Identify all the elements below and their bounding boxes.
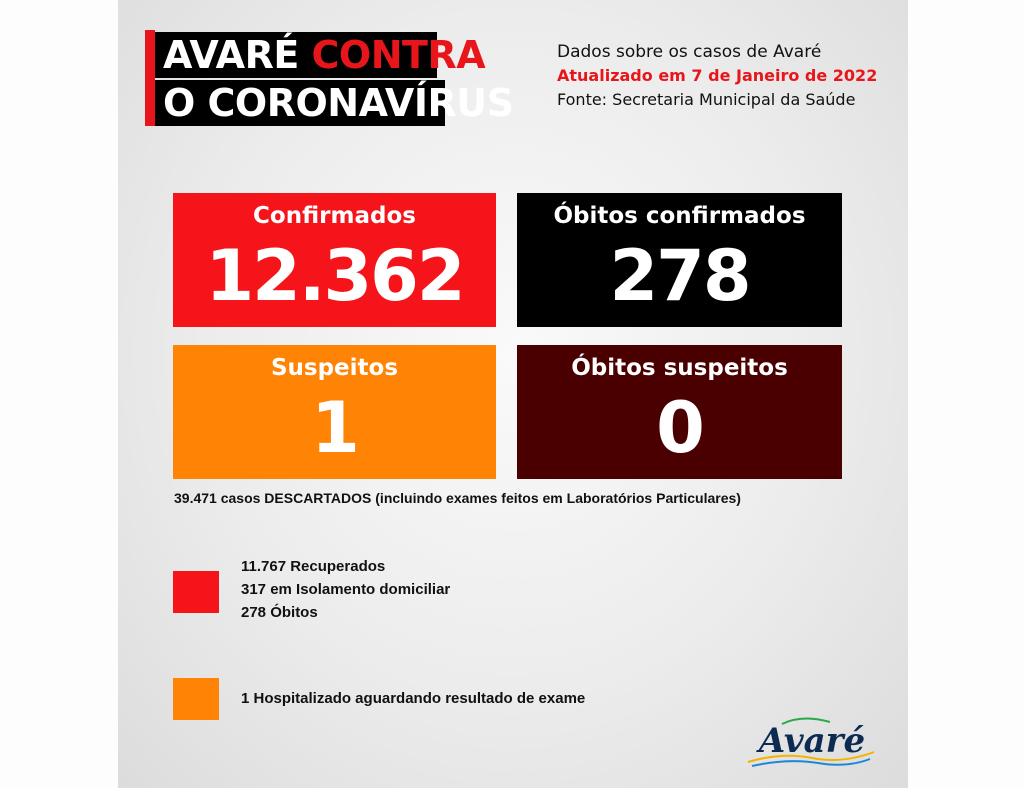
title-contra: CONTRA bbox=[311, 33, 486, 77]
suspected-label: Suspeitos bbox=[270, 355, 399, 381]
info-heading: Dados sobre os casos de Avaré bbox=[557, 42, 822, 62]
legend-orange-swatch bbox=[173, 678, 219, 720]
deaths-confirmed-value: 278 bbox=[609, 235, 750, 317]
deaths-suspected-label: Óbitos suspeitos bbox=[571, 355, 788, 381]
title-line-1 bbox=[155, 32, 486, 78]
deaths-line: 278 Óbitos bbox=[241, 604, 318, 621]
legend-red-text bbox=[241, 555, 450, 624]
confirmed-label: Confirmados bbox=[253, 203, 416, 229]
suspected-box bbox=[173, 345, 496, 479]
title-city: AVARÉ bbox=[163, 33, 299, 77]
update-date: Atualizado em 7 de Janeiro de 2022 bbox=[557, 66, 878, 85]
deaths-confirmed-label: Óbitos confirmados bbox=[553, 203, 806, 229]
deaths-suspected-value: 0 bbox=[656, 387, 703, 469]
info-block bbox=[557, 40, 877, 112]
discarded-cases-text: 39.471 casos DESCARTADOS (incluindo exames feitos em Laboratórios Particulares) bbox=[174, 490, 741, 506]
legend-orange-text bbox=[241, 687, 585, 710]
svg-text:Avaré: Avaré bbox=[758, 721, 866, 761]
suspected-value: 1 bbox=[311, 387, 358, 469]
hospitalized-line: 1 Hospitalizado aguardando resultado de exame bbox=[241, 690, 586, 707]
recovered-line: 11.767 Recuperados bbox=[241, 558, 386, 575]
confirmed-value: 12.362 bbox=[205, 235, 464, 317]
title-accent-bar bbox=[145, 30, 155, 126]
deaths-suspected-box bbox=[517, 345, 842, 479]
title-line-2: O CORONAVÍRUS bbox=[155, 80, 445, 126]
isolation-line: 317 em Isolamento domiciliar bbox=[241, 581, 451, 598]
deaths-confirmed-box bbox=[517, 193, 842, 327]
avare-logo bbox=[742, 712, 882, 774]
source-text: Fonte: Secretaria Municipal da Saúde bbox=[557, 90, 856, 109]
confirmed-box bbox=[173, 193, 496, 327]
legend-red-swatch bbox=[173, 571, 219, 613]
